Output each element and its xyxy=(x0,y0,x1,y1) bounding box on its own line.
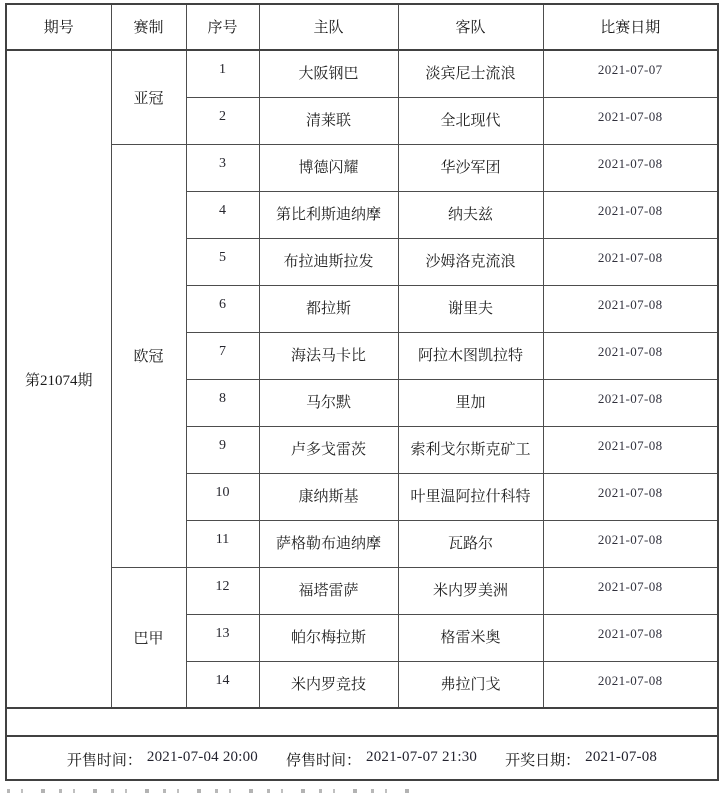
match-date-cell: 2021-07-08 xyxy=(543,661,718,708)
away-team-cell: 淡宾尼士流浪 xyxy=(398,50,543,97)
match-date-cell: 2021-07-08 xyxy=(543,379,718,426)
away-team-cell: 格雷米奥 xyxy=(398,614,543,661)
row-index-cell: 4 xyxy=(186,191,259,238)
header-row xyxy=(6,4,718,50)
match-date-cell: 2021-07-08 xyxy=(543,520,718,567)
header-cell-home: 主队 xyxy=(259,4,398,50)
sale-stop-value: 2021-07-07 21:30 xyxy=(366,749,478,765)
home-team-cell: 米内罗竞技 xyxy=(259,661,398,708)
match-date-cell: 2021-07-08 xyxy=(543,567,718,614)
sale-start-label: 开售时间： xyxy=(66,753,142,769)
match-date-cell: 2021-07-08 xyxy=(543,332,718,379)
away-team-cell: 华沙军团 xyxy=(398,144,543,191)
header-cell-league: 赛制 xyxy=(111,4,186,50)
table-row xyxy=(6,567,718,614)
away-team-cell: 沙姆洛克流浪 xyxy=(398,238,543,285)
row-index-cell: 13 xyxy=(186,614,259,661)
sale-stop-pair xyxy=(286,749,477,770)
header-cell-date: 比赛日期 xyxy=(543,4,718,50)
footer-cell xyxy=(6,736,718,780)
draw-date-value: 2021-07-08 xyxy=(585,749,658,765)
row-index-cell: 14 xyxy=(186,661,259,708)
row-index-cell: 10 xyxy=(186,473,259,520)
sale-stop-label: 停售时间： xyxy=(285,753,361,769)
match-date-cell: 2021-07-08 xyxy=(543,473,718,520)
match-date-cell: 2021-07-08 xyxy=(543,191,718,238)
row-index-cell: 11 xyxy=(186,520,259,567)
lottery-schedule-sheet xyxy=(5,3,719,781)
away-team-cell: 米内罗美洲 xyxy=(398,567,543,614)
row-index-cell: 7 xyxy=(186,332,259,379)
footer-row xyxy=(6,736,718,780)
away-team-cell: 谢里夫 xyxy=(398,285,543,332)
away-team-cell: 阿拉木图凯拉特 xyxy=(398,332,543,379)
away-team-cell: 叶里温阿拉什科特 xyxy=(398,473,543,520)
row-index-cell: 9 xyxy=(186,426,259,473)
home-team-cell: 福塔雷萨 xyxy=(259,567,398,614)
home-team-cell: 海法马卡比 xyxy=(259,332,398,379)
spacer-cell xyxy=(6,708,718,736)
header-cell-away: 客队 xyxy=(398,4,543,50)
home-team-cell: 第比利斯迪纳摩 xyxy=(259,191,398,238)
cutoff-text-remnant xyxy=(7,789,422,793)
home-team-cell: 帕尔梅拉斯 xyxy=(259,614,398,661)
home-team-cell: 卢多戈雷茨 xyxy=(259,426,398,473)
draw-date-label: 开奖日期： xyxy=(505,753,581,769)
row-index-cell: 2 xyxy=(186,97,259,144)
row-index-cell: 5 xyxy=(186,238,259,285)
match-date-cell: 2021-07-08 xyxy=(543,614,718,661)
table-row xyxy=(6,144,718,191)
match-date-cell: 2021-07-07 xyxy=(543,50,718,97)
home-team-cell: 博德闪耀 xyxy=(259,144,398,191)
table-row xyxy=(6,50,718,97)
home-team-cell: 都拉斯 xyxy=(259,285,398,332)
home-team-cell: 萨格勒布迪纳摩 xyxy=(259,520,398,567)
away-team-cell: 全北现代 xyxy=(398,97,543,144)
match-date-cell: 2021-07-08 xyxy=(543,426,718,473)
match-date-cell: 2021-07-08 xyxy=(543,285,718,332)
sale-info-line xyxy=(8,749,716,770)
match-date-cell: 2021-07-08 xyxy=(543,238,718,285)
home-team-cell: 马尔默 xyxy=(259,379,398,426)
row-index-cell: 12 xyxy=(186,567,259,614)
draw-date-pair xyxy=(505,749,657,770)
row-index-cell: 8 xyxy=(186,379,259,426)
away-team-cell: 纳夫兹 xyxy=(398,191,543,238)
period-cell: 第21074期 xyxy=(6,50,111,708)
row-index-cell: 3 xyxy=(186,144,259,191)
header-cell-index: 序号 xyxy=(186,4,259,50)
league-cell-acl: 亚冠 xyxy=(111,50,186,144)
sale-start-pair xyxy=(67,749,258,770)
home-team-cell: 康纳斯基 xyxy=(259,473,398,520)
sale-start-value: 2021-07-04 20:00 xyxy=(146,749,258,765)
league-cell-ucl: 欧冠 xyxy=(111,144,186,567)
header-cell-period: 期号 xyxy=(6,4,111,50)
away-team-cell: 索利戈尔斯克矿工 xyxy=(398,426,543,473)
away-team-cell: 弗拉门戈 xyxy=(398,661,543,708)
match-schedule-table xyxy=(5,3,719,781)
row-index-cell: 6 xyxy=(186,285,259,332)
home-team-cell: 布拉迪斯拉发 xyxy=(259,238,398,285)
home-team-cell: 大阪钢巴 xyxy=(259,50,398,97)
home-team-cell: 清莱联 xyxy=(259,97,398,144)
league-cell-serie-a-brazil: 巴甲 xyxy=(111,567,186,708)
match-date-cell: 2021-07-08 xyxy=(543,97,718,144)
row-index-cell: 1 xyxy=(186,50,259,97)
spacer-row xyxy=(6,708,718,736)
away-team-cell: 里加 xyxy=(398,379,543,426)
away-team-cell: 瓦路尔 xyxy=(398,520,543,567)
match-date-cell: 2021-07-08 xyxy=(543,144,718,191)
